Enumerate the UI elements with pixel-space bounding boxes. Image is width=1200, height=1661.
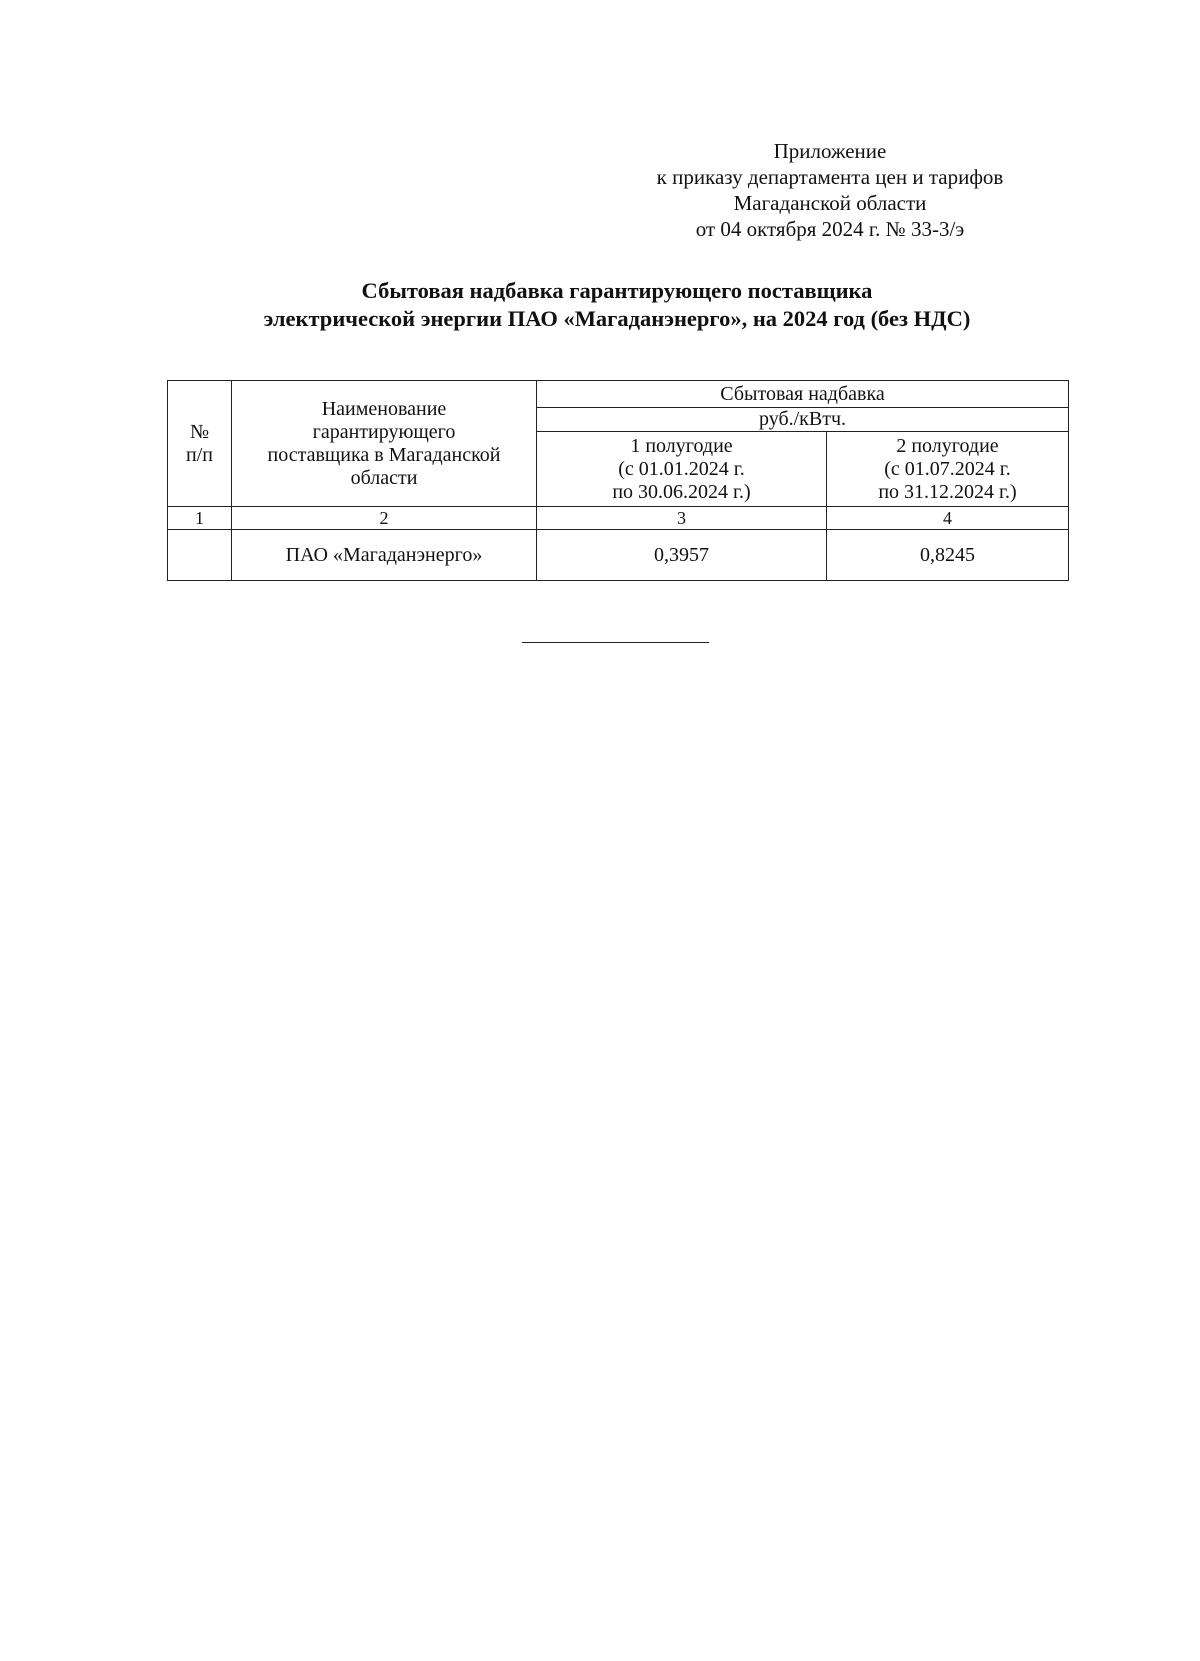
row-number — [168, 530, 232, 581]
table-header-row — [168, 381, 1069, 408]
column-index-cell: 2 — [232, 507, 537, 530]
end-separator-line — [522, 642, 709, 643]
header-half-year-1-line-1: 1 полугодие — [630, 434, 733, 457]
header-supplier-name-line-3: поставщика в Магаданской — [267, 443, 501, 466]
header-half-year-2 — [827, 432, 1069, 507]
header-supplier-name-line-2: гарантирующего — [312, 420, 456, 443]
appendix-title: Приложение — [773, 139, 887, 163]
appendix-block — [600, 138, 1060, 242]
header-unit: руб./кВтч. — [537, 408, 1069, 432]
header-supplier-name-line-4: области — [350, 466, 418, 489]
header-half-year-1 — [537, 432, 827, 507]
header-half-year-2-line-2: (с 01.07.2024 г. — [884, 457, 1011, 480]
column-index-cell: 1 — [168, 507, 232, 530]
column-index-row — [168, 507, 1069, 530]
tariff-table — [167, 380, 1069, 581]
header-half-year-2-line-1: 2 полугодие — [896, 434, 999, 457]
header-number-symbol: № — [189, 420, 210, 443]
header-markup: Сбытовая надбавка — [537, 381, 1069, 408]
appendix-order-ref: к приказу департамента цен и тарифов — [656, 165, 1004, 189]
row-half-year-1-value: 0,3957 — [537, 530, 827, 581]
document-title-line-1: Сбытовая надбавка гарантирующего поставщика — [361, 278, 873, 303]
document-title — [0, 277, 1200, 333]
header-supplier-name — [232, 381, 537, 507]
row-half-year-2-value: 0,8245 — [827, 530, 1069, 581]
document-title-line-2: электрической энергии ПАО «Магаданэнерго», на 2024 год (без НДС) — [263, 306, 971, 331]
row-supplier: ПАО «Магаданэнерго» — [232, 530, 537, 581]
header-supplier-name-line-1: Наименование — [321, 397, 447, 420]
table-row — [168, 530, 1069, 581]
column-index-cell: 3 — [537, 507, 827, 530]
header-half-year-1-line-3: по 30.06.2024 г.) — [612, 480, 751, 503]
appendix-date-number: от 04 октября 2024 г. № 33-3/э — [695, 217, 965, 241]
header-number-label: п/п — [186, 443, 213, 466]
header-half-year-1-line-2: (с 01.01.2024 г. — [618, 457, 745, 480]
header-number — [168, 381, 232, 507]
header-half-year-2-line-3: по 31.12.2024 г.) — [878, 480, 1017, 503]
column-index-cell: 4 — [827, 507, 1069, 530]
appendix-region: Магаданской области — [733, 191, 927, 215]
